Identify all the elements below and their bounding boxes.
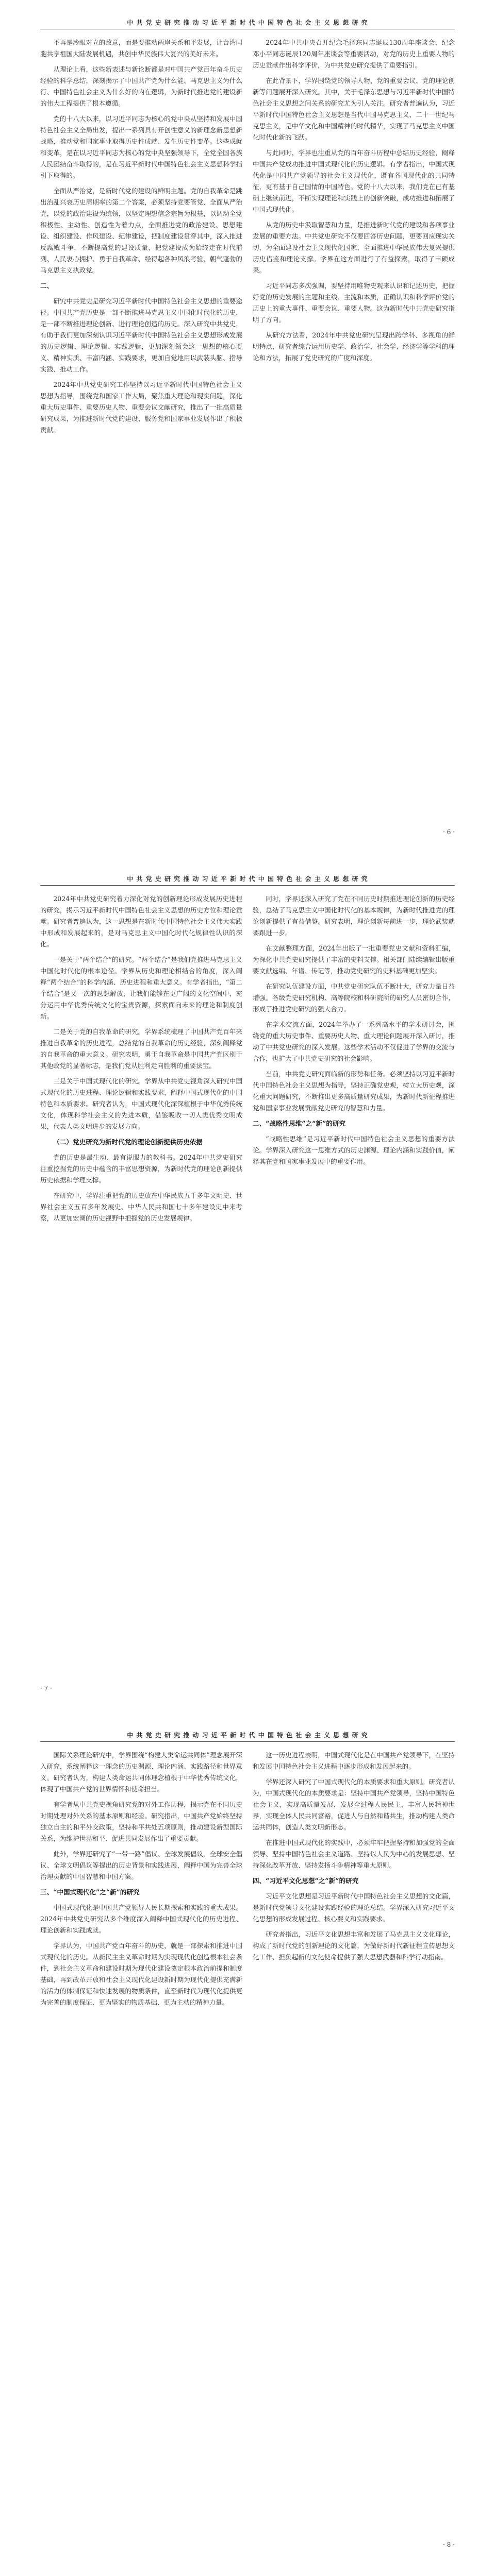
paragraph: 在研究队伍建设方面，中共党史研究队伍不断壮大，研究力量日益增强。各级党史研究机构、高等院校和科研院所的研究人员密切合作，形成了推进党史研究的强大合力。	[253, 982, 455, 1013]
paragraph: 不再是冷眼对立的敌意，而是要推动两岸关系和平发展，让台湾同胞共享祖国大陆发展机遇，共创中华民族伟大复兴的美好未来。	[40, 39, 242, 58]
page-number: · 8 ·	[443, 2541, 455, 2548]
document-page	[0, 1713, 495, 2569]
section-heading: （二）党史研究为新时代党的理论创新提供历史依据	[53, 1138, 203, 1146]
paragraph: 党的历史是最生动、最有说服力的教科书。2024年中共党史研究注重挖掘党的历史中蕴含的丰富思想资源，为新时代党的理论创新提供历史依据和学理支撑。	[40, 1154, 242, 1184]
left-column	[40, 1750, 242, 2528]
paragraph: 三是关于中国式现代化的研究。学界从中共党史视角深入研究中国式现代化的历史进程、理论逻辑和实践要求，阐释中国式现代化的中国特色和本质要求。研究者认为，中国式现代化深深植根于中华优秀传统文化，体现科学社会主义的先进本质，借鉴吸收一切人类优秀文明成果，代表人类文明进步的发展方向。	[40, 1077, 242, 1130]
section-heading: 三、“中国式现代化”之“新”的研究	[40, 1888, 140, 1896]
text-columns	[40, 1750, 455, 2528]
right-column	[253, 1750, 455, 2528]
section-heading: 二、	[40, 282, 54, 290]
paragraph: 2024年中共党史研究着力深化对党的创新理论形成发展历史进程的研究，揭示习近平新时代中国特色社会主义思想的历史方位和理论贡献。研究者普遍认为，这一思想是在新时代中国特色社会主义伟大实践中形成和发展起来的，是对马克思主义中国化时代化规律性认识的深化。	[40, 895, 242, 948]
paragraph: 从研究方法看，2024年中共党史研究呈现出跨学科、多视角的鲜明特点，研究者综合运用历史学、政治学、社会学、经济学等学科的理论和方法，拓展了党史研究的广度和深度。	[253, 331, 455, 362]
document-page	[0, 0, 495, 856]
paragraph: 在文献整理方面，2024年出版了一批重要党史文献和资料汇编，为深化中共党史研究提供了丰富的史料支撑。相关部门陆续编辑出版重要文献选编、年谱、传记等，推动党史研究的史料基础更加坚实。	[253, 944, 455, 975]
document-page	[0, 856, 495, 1713]
paragraph: 全面从严治党，是新时代党的建设的鲜明主题。党的自我革命是跳出治乱兴衰历史周期率的第二个答案，必须坚持党要管党、全面从严治党，以党的政治建设为统领，以坚定理想信念宗旨为根基，以调动全党积极性、主动性、创造性为着力点，全面推进党的政治建设、思想建设、组织建设、作风建设、纪律建设，把制度建设贯穿其中，深入推进反腐败斗争，不断提高党的建设质量，把党建设成为始终走在时代前列、人民衷心拥护、勇于自我革命、经得起各种风浪考验、朝气蓬勃的马克思主义执政党。	[40, 187, 242, 274]
text-columns	[40, 37, 455, 815]
paragraph: 习近平同志多次强调，要坚持用唯物史观来认识和记述历史，把握好党的历史发展的主题和主线、主流和本质，正确认识和科学评价党的历史上的重大事件、重要会议、重要人物。这为新时代中共党史研究指明了方向。	[253, 282, 455, 324]
paragraph: 从党的历史中汲取智慧和力量，是推进新时代党的建设和各项事业发展的重要方法。中共党史研究不仅要回答历史问题，更要回应现实关切，为全面建设社会主义现代化国家、全面推进中华民族伟大复兴提供历史借鉴和理论支撑。学界在这方面进行了有益探索，取得了丰硕成果。	[253, 221, 455, 274]
paragraph: 二是关于党的自我革命的研究。学界系统梳理了中国共产党百年来推进自我革命的历史进程，总结党的自我革命的历史经验，深刻阐释党的自我革命的重大意义。研究表明，勇于自我革命是中国共产党区别于其他政党的显著标志，是我们党从胜利走向胜利的重要法宝。	[40, 1028, 242, 1070]
paragraph: 党的十八大以来，以习近平同志为核心的党中央从坚持和发展中国特色社会主义全局出发，提出一系列具有开创性意义的新理念新思想新战略，推动党和国家事业取得历史性成就、发生历史性变革。这些成就和变革，是在以习近平同志为核心的党中央坚强领导下，全党全国各族人民团结奋斗取得的，是在习近平新时代中国特色社会主义思想科学指引下取得的。	[40, 115, 242, 179]
running-header-text: 中 共 党 史 研 究 推 动 习 近 平 新 时 代 中 国 特 色 社 会 主 义 思 想 研 究	[127, 1732, 368, 1739]
paragraph: 中国式现代化是中国共产党领导人民长期探索和实践的重大成果。2024年中共党史研究从多个维度深入阐释中国式现代化的历史进程、理论创新和实践成就。	[40, 1904, 242, 1934]
paragraph: 这一历史进程表明，中国式现代化是在中国共产党领导下，在坚持和发展中国特色社会主义进程中逐步形成和发展起来的。	[253, 1751, 455, 1770]
left-column	[40, 37, 242, 815]
left-column	[40, 893, 242, 1671]
section-heading: 二、“战略性思维”之“新”的研究	[253, 1120, 346, 1127]
page-content	[40, 18, 455, 836]
paragraph: 在研究中，学界注重把党的历史放在中华民族五千多年文明史、世界社会主义五百多年发展史、中华人民共和国七十多年建设史中来考察，从更加宏阔的历史视野中把握党的历史发展规律。	[40, 1192, 242, 1222]
paragraph: 学界还深入研究了中国式现代化的本质要求和重大原则。研究者认为，中国式现代化的本质要求是：坚持中国共产党领导，坚持中国特色社会主义，实现高质量发展，发展全过程人民民主，丰富人民精神世界，实现全体人民共同富裕，促进人与自然和谐共生，推动构建人类命运共同体，创造人类文明新形态。	[253, 1778, 455, 1831]
running-header-text: 中 共 党 史 研 究 推 动 习 近 平 新 时 代 中 国 特 色 社 会 主 义 思 想 研 究	[127, 875, 368, 883]
page-number: · 7 ·	[40, 1685, 52, 1692]
section-heading: 四、“习近平文化思想”之“新”的研究	[253, 1877, 359, 1885]
right-column	[253, 893, 455, 1671]
paragraph: 有学者从中共党史视角研究党的对外工作历程，揭示党在不同历史时期处理对外关系的基本原则和经验。研究指出，中国共产党始终坚持独立自主的和平外交政策，坚持和平共处五项原则，推动建设新型国际关系，为维护世界和平、促进共同发展作出了重要贡献。	[40, 1801, 242, 1842]
paragraph: 在推进中国式现代化的实践中，必须牢牢把握坚持和加强党的全面领导、坚持中国特色社会主义道路、坚持以人民为中心的发展思想、坚持深化改革开放、坚持发扬斗争精神等重大原则。	[253, 1839, 455, 1869]
paragraph: 研究者指出，习近平文化思想丰富和发展了马克思主义文化理论，构成了新时代党的创新理论的文化篇，为做好新时代新征程宣传思想文化工作、担负起新的文化使命提供了强大思想武器和科学行动指南。	[253, 1930, 455, 1961]
page-content	[40, 874, 455, 1692]
paragraph: 2024年中共中央召开纪念毛泽东同志诞辰130周年座谈会、纪念邓小平同志诞辰120周年座谈会等重要活动，对党的历史上重要人物的历史贡献作出科学评价，为中共党史研究提供了重要指引。	[253, 39, 455, 69]
paragraph: 研究中共党史是研究习近平新时代中国特色社会主义思想的重要途径。中国共产党历史是一部不断推进马克思主义中国化时代化的历史，是一部不断推进理论创新、进行理论创造的历史。深入研究中共党史，有助于我们更加深刻认识习近平新时代中国特色社会主义思想形成发展的历史逻辑、理论逻辑、实践逻辑，更加深刻领会这一思想的核心要义、精神实质、丰富内涵、实践要求，更加自觉地用以武装头脑、指导实践、推动工作。	[40, 297, 242, 373]
running-header	[40, 18, 455, 29]
paragraph: 2024年中共党史研究工作坚持以习近平新时代中国特色社会主义思想为指导，围绕党和国家工作大局，聚焦重大理论和现实问题，深化重大历史事件、重要历史人物、重要会议文献研究，推出了一批高质量研究成果，为推进新时代党的建设、服务党和国家事业发展作出了积极贡献。	[40, 381, 242, 434]
paragraph: 在此背景下，学界围绕党的领导人物、党的重要会议、党的理论创新等问题展开深入研究。其中，关于毛泽东思想与习近平新时代中国特色社会主义思想之间关系的研究尤为引人关注。研究者普遍认为，习近平新时代中国特色社会主义思想是当代中国马克思主义、二十一世纪马克思主义，是中华文化和中国精神的时代精华，实现了马克思主义中国化时代化新的飞跃。	[253, 77, 455, 141]
running-header-text: 中 共 党 史 研 究 推 动 习 近 平 新 时 代 中 国 特 色 社 会 主 义 思 想 研 究	[127, 19, 368, 26]
document-page	[0, 2569, 495, 2576]
text-columns	[40, 893, 455, 1671]
paragraph: “战略性思维”是习近平新时代中国特色社会主义思想的重要方法论。学界深入研究这一思维方式的历史渊源、理论内涵和实践价值，阐释其在党和国家事业发展中的重要作用。	[253, 1135, 455, 1165]
paragraph: 从理论上看，这些新表述与新论断都是对中国共产党百年奋斗历史经验的科学总结，深刻揭示了中国共产党为什么能、马克思主义为什么行、中国特色社会主义为什么好的内在逻辑，为新时代推进党的建设新的伟大工程提供了根本遵循。	[40, 65, 242, 107]
paragraph: 学界认为，中国共产党百年奋斗的历史，就是一部探索和推进中国式现代化的历史。从新民主主义革命时期为实现现代化创造根本社会条件，到社会主义革命和建设时期为现代化建设奠定根本政治前提和制度基础，再到改革开放和社会主义现代化建设新时期为现代化提供充满新的活力的体制保证和快速发展的物质条件，直至新时代为现代化提供更为完善的制度保证、更为坚实的物质基础、更为主动的精神力量。	[40, 1942, 242, 2006]
page-content	[40, 1730, 455, 2548]
running-header	[40, 1730, 455, 1742]
paragraph: 习近平文化思想是习近平新时代中国特色社会主义思想的文化篇，是新时代党领导文化建设实践经验的理论总结。学界深入研究习近平文化思想的形成发展过程、核心要义和实践要求。	[253, 1892, 455, 1923]
right-column	[253, 37, 455, 815]
paragraph: 一是关于“两个结合”的研究。“两个结合”是我们党推进马克思主义中国化时代化的根本途径。学界从历史和理论相结合的角度，深入阐释“两个结合”的科学内涵、历史进程和重大意义。有学者指出，“第二个结合”是又一次的思想解放，让我们能够在更广阔的文化空间中，充分运用中华优秀传统文化的宝贵资源，探索面向未来的理论和制度创新。	[40, 956, 242, 1020]
paragraph: 当前，中共党史研究面临新的形势和任务。必须坚持以习近平新时代中国特色社会主义思想为指导，坚持正确党史观，树立大历史观，深化重大问题研究，不断推出更多高质量研究成果，为新时代新征程推进党和国家事业发展贡献党史研究的智慧和力量。	[253, 1070, 455, 1112]
paragraph: 在学术交流方面，2024年举办了一系列高水平的学术研讨会，围绕党的重大历史事件、重要历史人物、重大理论问题展开深入研讨，推动了中共党史研究的深入发展。这些学术活动不仅促进了学界的交流与合作，也扩大了中共党史研究的社会影响。	[253, 1021, 455, 1062]
paragraph: 国际关系理论研究中，学界围绕“构建人类命运共同体”理念展开深入研究，系统阐释这一理念的历史渊源、理论内涵、实践路径和世界意义。研究者认为，构建人类命运共同体理念植根于中华优秀传统文化，体现了中国共产党的世界情怀和使命担当。	[40, 1751, 242, 1793]
running-header	[40, 874, 455, 886]
paragraph: 与此同时，学界也注重从党的百年奋斗历程中总结历史经验，阐释中国共产党成功推进中国式现代化的历史逻辑。有学者指出，中国式现代化是中国共产党领导的社会主义现代化，既有各国现代化的共同特征，更有基于自己国情的中国特色。党的十八大以来，我们党在已有基础上继续前进，不断实现理论和实践上的创新突破，成功推进和拓展了中国式现代化。	[253, 149, 455, 213]
page-number: · 6 ·	[443, 828, 455, 836]
paragraph: 同时，学界还深入研究了党在不同历史时期推进理论创新的历史经验，总结了马克思主义中国化时代化的基本规律，为新时代推进党的理论创新提供了有益借鉴。研究表明，理论创新每前进一步，理论武装就要跟进一步。	[253, 895, 455, 937]
paragraph: 此外，学界还研究了“一带一路”倡议、全球发展倡议、全球安全倡议、全球文明倡议等提出的历史背景和实践进展，阐释中国为完善全球治理贡献的中国智慧和中国方案。	[40, 1850, 242, 1880]
